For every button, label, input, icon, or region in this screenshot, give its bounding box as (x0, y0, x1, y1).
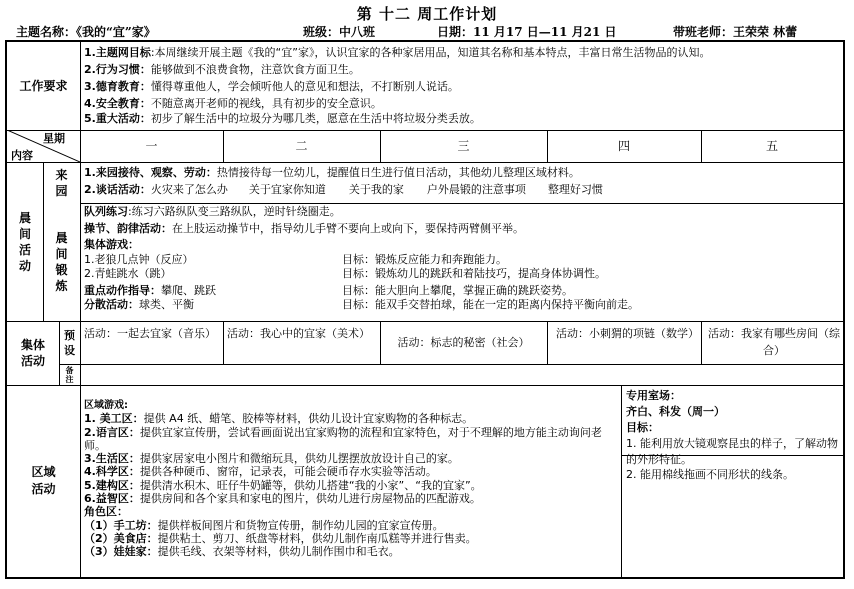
talk-activities: 2.谈话活动：火灾来了怎么办 关于宜家你知道 关于我的家 户外晨锻的注意事项 整理好习惯 (84, 183, 603, 196)
group-activity-4: 活动：小刺猬的项链（数学） (556, 327, 699, 340)
exercise-content: 队列练习:练习六路纵队变三路纵队，逆时针绕圈走。 操节、韵律活动：在上肢运动操节中，指导幼儿手臂不要向上或向下，要保持两臂侧平举。 集体游戏： 1.老狼几点钟（反应） 目标：锻炼反应能力和奔跑能力。 2.青蛙跳水（跳） 目标：锻炼幼儿的跳跃和着陆技巧，提高身体协调性。 重点动作指导：攀爬、跳跃 目标：能大胆向上攀爬，掌握正确的跳跃姿势。 分散活动：球类、平衡 目标：能双手交替拍球，能在一定的距离内保持平衡向前走。 (84, 205, 841, 320)
work-req-item: 1.主题网目标:本周继续开展主题《我的“宜”家》，认识宜家的各种家居用品，知道其名称和基本特点，丰富日常生活物品的认知。 (84, 46, 711, 59)
content-header: 内容 (11, 149, 33, 162)
work-req-item: 5.重大活动：初步了解生活中的垃圾分为哪几类，愿意在生活中将垃圾分类丢放。 (84, 112, 481, 125)
week-header: 星期 (43, 132, 65, 145)
work-req-item: 4.安全教育：不随意离开老师的视线，具有初步的安全意识。 (84, 97, 382, 110)
info-bar (0, 22, 854, 40)
group-label: 集体活动 (20, 338, 45, 368)
special-goals (626, 436, 841, 516)
area-label: 区域活动 (31, 465, 56, 496)
theme-name: 主题名称：《我的“宜”家》 (16, 25, 156, 39)
day-header-2: 二 (295, 138, 308, 153)
area-item: 4.科学区：提供各种硬币、窗帘，记录表，可能会硬币存水实验等活动。 (84, 465, 437, 479)
focus-row: 重点动作指导：攀爬、跳跃 目标：能大胆向上攀爬，掌握正确的跳跃姿势。 (84, 283, 573, 297)
day-header-1: 一 (145, 138, 158, 153)
role-item: （1）手工坊：提供样板间图片和货物宣传册，制作幼儿园的宜家宣传册。 (84, 518, 444, 532)
day-header-3: 三 (457, 138, 470, 153)
special-goal: 2. 能用棉线拖画不同形状的线条。 (626, 468, 794, 481)
special-goal: 1. 能利用放大镜观察昆虫的样子，了解动物的外形特征。 (626, 437, 838, 466)
work-req-item: 3.德育教育：懂得尊重他人，学会倾听他人的意见和想法，不打断别人说话。 (84, 80, 459, 93)
preset-label: 预设 (64, 328, 75, 357)
day-header-5: 五 (765, 138, 778, 153)
scatter-row: 分散活动：球类、平衡 目标：能双手交替拍球，能在一定的距离内保持平衡向前走。 (84, 298, 639, 311)
area-content: 区域游戏: 1. 美工区：提供 A4 纸、蜡笔、胶棒等材料，供幼儿设计宜家购物的各种标志。 2.语言区：提供宜家宣传册，尝试看画面说出宜家购物的流程和宜家特色，对于不理解的地方能主动询问老师。 3.生活区：提供家居家电小图片和微缩玩具，供幼儿摆摆放放设计自己的家。 4.科学区：提供各种硬币、窗帘，记录表，可能会硬币存水实验等活动。 5.建构区：提供清水积木、旺仔牛奶罐等，供幼儿搭建“我的小家”、“我的宜家”。 6.益智区：提供房间和各个家具和家电的图片，供幼儿进行房屋物品的匹配游戏。 角色区： （1）手工坊：提供样板间图片和货物宣传册，制作幼儿园的宜家宣传册。 （2）美食店：提供粘土、剪刀、纸盘等材料，供幼儿制作南瓜糕等并进行售卖。 （3）娃娃家：提供毛线、衣架等材料，供幼儿制作围巾和毛衣。 (84, 399, 619, 575)
role-item: （3）娃娃家：提供毛线、衣架等材料，供幼儿制作围巾和毛衣。 (84, 545, 400, 559)
morning-label: 晨间活动 (18, 210, 31, 273)
area-item: 6.益智区：提供房间和各个家具和家电的图片，供幼儿进行房屋物品的匹配游戏。 (84, 492, 481, 506)
area-item: 2.语言区：提供宜家宣传册，尝试看画面说出宜家购物的流程和宜家特色，对于不理解的地方能主动询问老师。 (84, 425, 602, 452)
game-row: 2.青蛙跳水（跳） 目标：锻炼幼儿的跳跃和着陆技巧，提高身体协调性。 (84, 267, 606, 280)
area-item: 5.建构区：提供清水积木、旺仔牛奶罐等，供幼儿搭建“我的小家”、“我的宜家”。 (84, 478, 482, 492)
area-item: 1. 美工区：提供 A4 纸、蜡笔、胶棒等材料，供幼儿设计宜家购物的各种标志。 (84, 412, 474, 426)
teachers: 带班老师：王荣荣 林蕾 (673, 25, 798, 39)
page-title: 第 十二 周工作计划 (356, 5, 498, 23)
group-activity-2: 活动：我心中的宜家（美术） (227, 327, 370, 340)
area-item: 3.生活区：提供家居家电小图片和微缩玩具，供幼儿摆摆放放设计自己的家。 (84, 452, 459, 466)
day-header-4: 四 (617, 138, 630, 153)
arrive-label: 来园 (55, 167, 68, 198)
group-activity-5: 活动：我家有哪些房间（综合） (708, 327, 840, 357)
class-name: 班级：中八班 (303, 25, 376, 39)
special-room: 专用室场： 齐白、科发（周一） 目标： (626, 389, 725, 434)
plan-table (5, 40, 845, 579)
work-req-label: 工作要求 (19, 78, 68, 93)
note-label: 备注 (65, 365, 74, 384)
game-row: 1.老狼几点钟（反应） 目标：锻炼反应能力和奔跑能力。 (84, 252, 507, 266)
arrive-content: 1.来园接待、观察、劳动：热情接待每一位幼儿，提醒值日生进行值日活动，其他幼儿整理区域材料。 2.谈话活动：火灾来了怎么办 关于宜家你知道 关于我的家 户外晨锻的注意事项 整理好习惯 (84, 165, 841, 201)
work-req-item: 2.行为习惯：能够做到不浪费食物，注意饮食方面卫生。 (84, 63, 360, 76)
group-activity-1: 活动：一起去宜家（音乐） (84, 327, 216, 340)
group-activity-3: 活动：标志的秘密（社会） (397, 336, 530, 349)
role-item: （2）美食店：提供粘土、剪刀、纸盘等材料，供幼儿制作南瓜糕等并进行售卖。 (84, 531, 477, 545)
work-req-list (84, 45, 841, 129)
exercise-label: 晨间锻炼 (55, 231, 68, 293)
date-range: 日期：11 月17 日—11 月21 日 (437, 25, 617, 39)
